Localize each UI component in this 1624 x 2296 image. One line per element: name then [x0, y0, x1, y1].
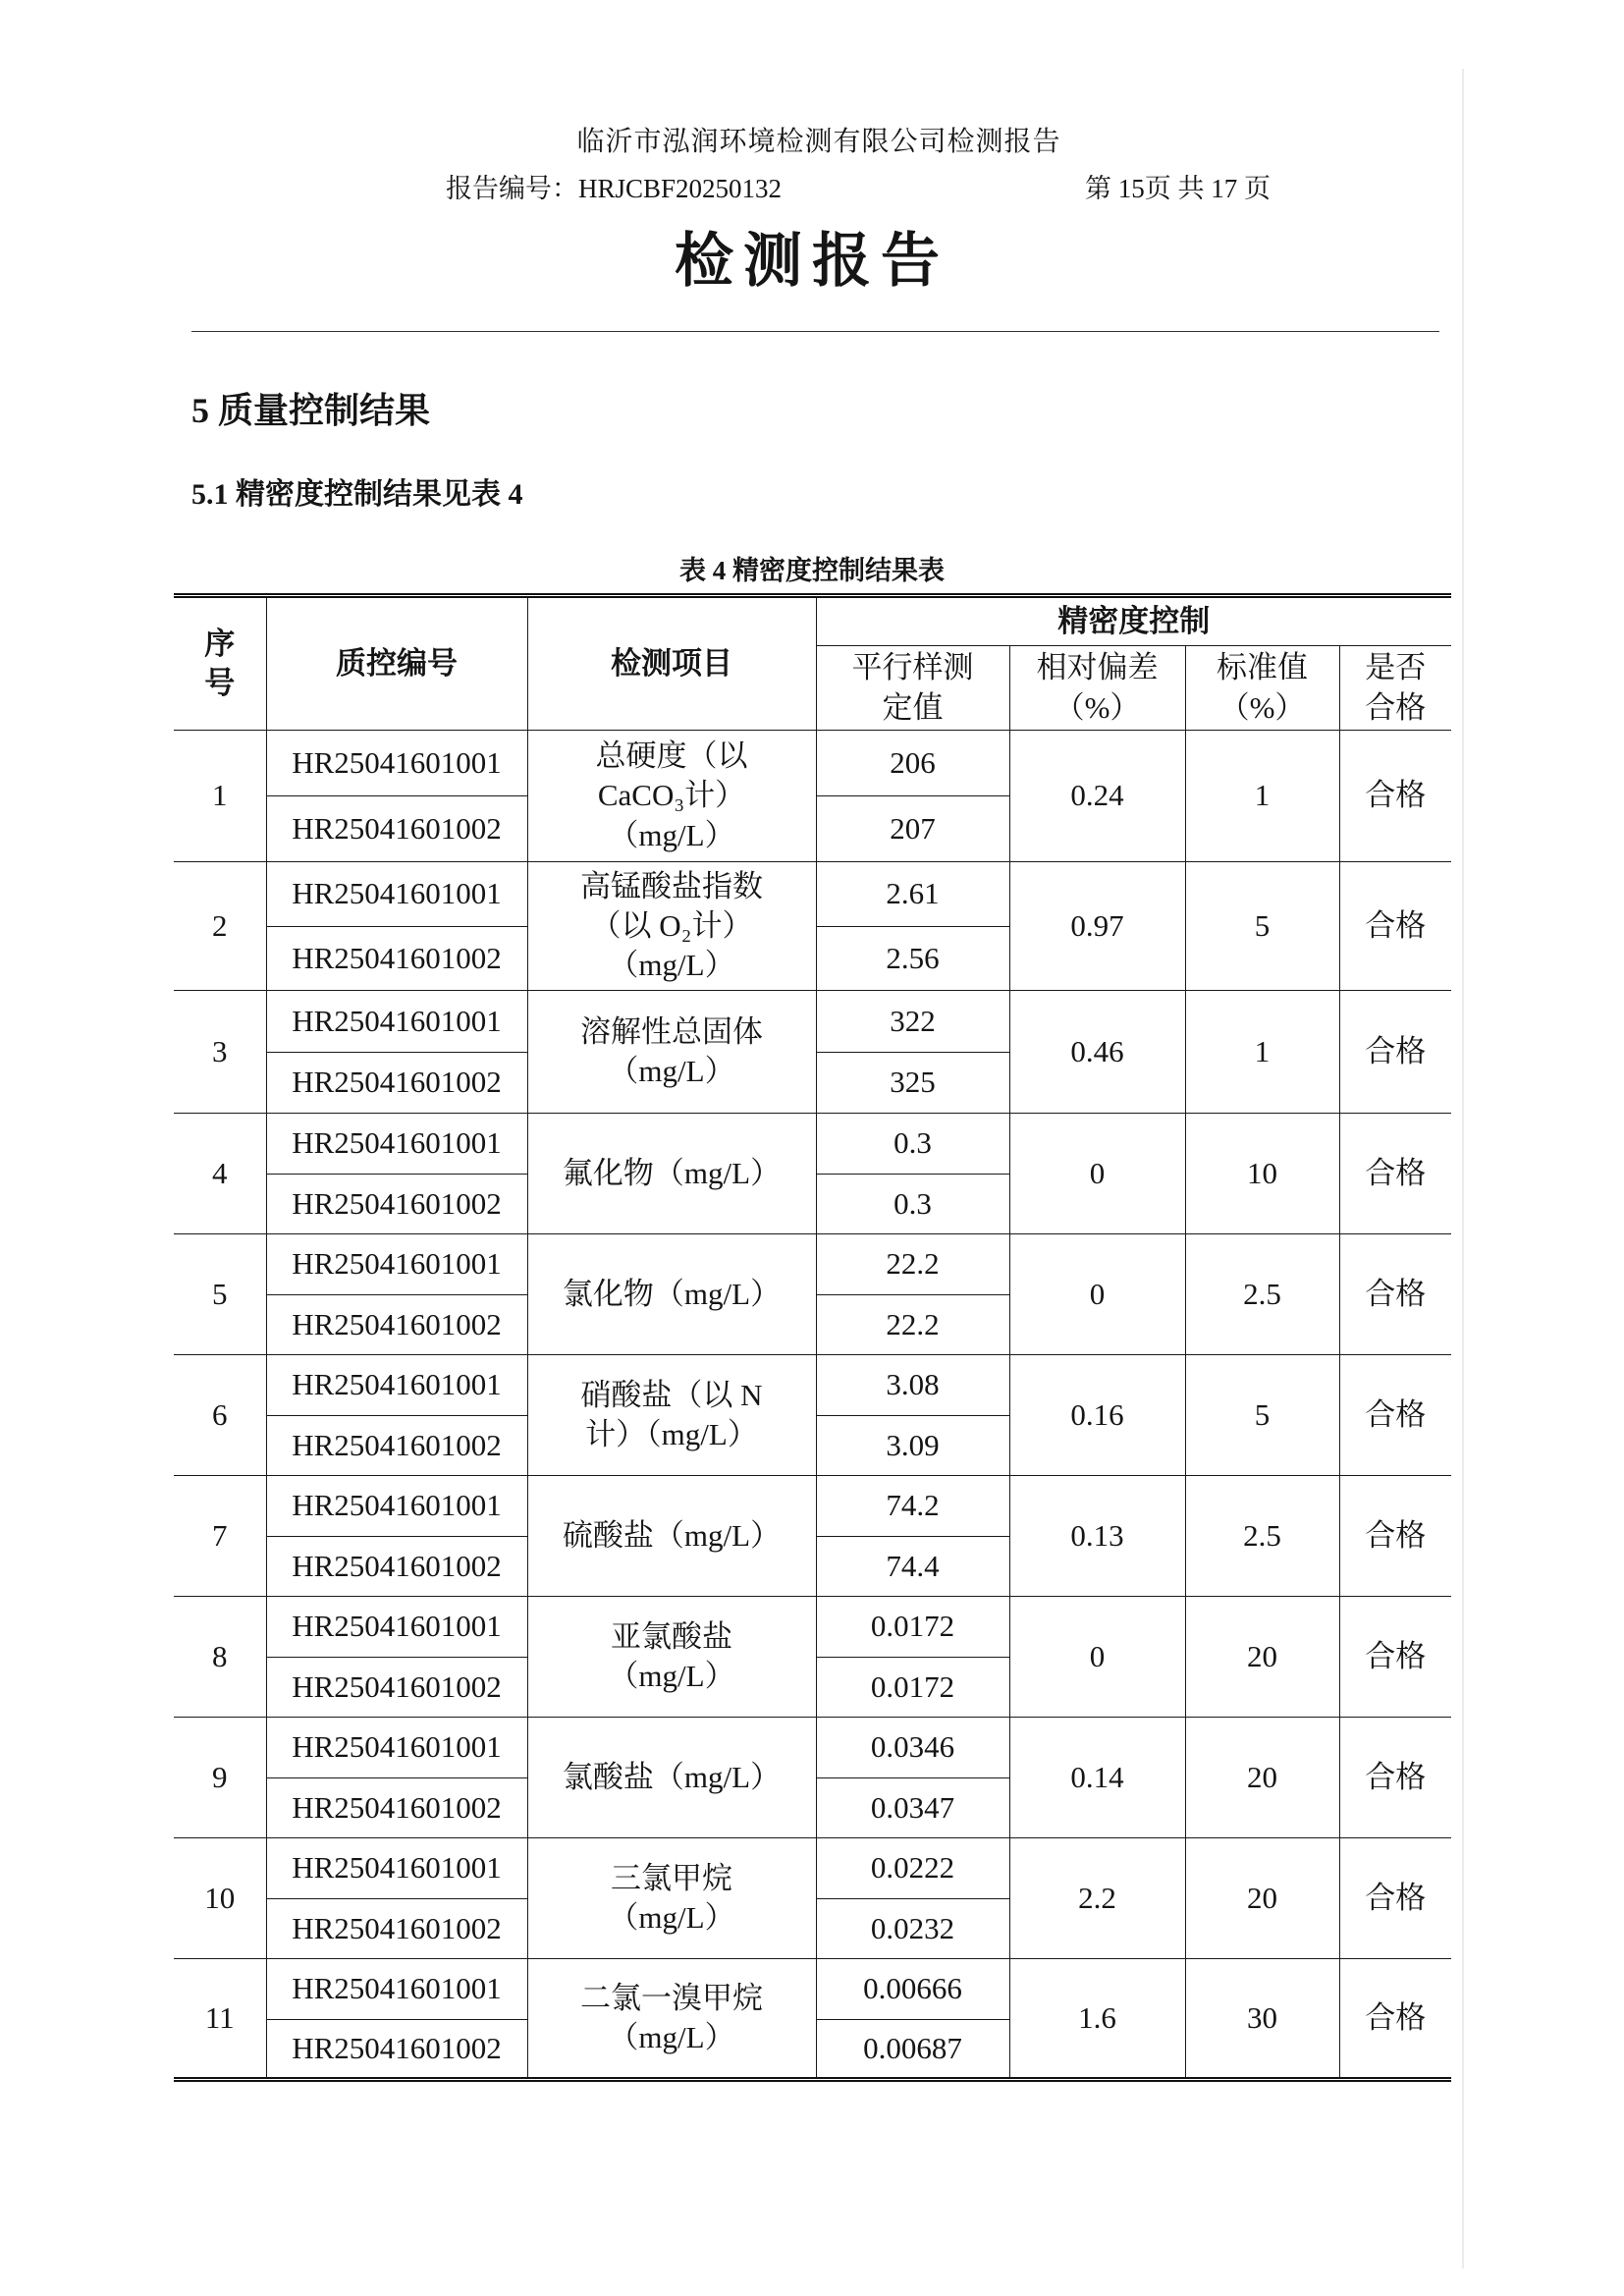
pass-result-text: 合格	[1365, 1033, 1427, 1068]
pass-result-cell	[1339, 1114, 1451, 1234]
qc-id-text: HR25041601002	[292, 810, 502, 846]
standard-value-text: 1	[1254, 1033, 1271, 1068]
parallel-value-cell	[816, 991, 1009, 1053]
standard-value-cell	[1185, 1355, 1339, 1476]
relative-deviation-cell	[1009, 1114, 1185, 1234]
parallel-value-text: 74.2	[886, 1488, 940, 1523]
relative-deviation-cell	[1009, 1476, 1185, 1597]
qc-id-cell	[266, 1053, 527, 1114]
seq-no-text: 4	[212, 1155, 228, 1190]
standard-value-text: 2.5	[1243, 1276, 1281, 1311]
pass-result-cell	[1339, 1838, 1451, 1959]
parallel-value-cell	[816, 1234, 1009, 1295]
test-item-cell	[527, 1355, 816, 1476]
parallel-value-text: 22.2	[886, 1246, 940, 1282]
relative-deviation-text: 0.16	[1070, 1396, 1124, 1432]
parallel-value-cell	[816, 1295, 1009, 1355]
table-row	[174, 1355, 1451, 1416]
table-row	[174, 731, 1451, 796]
qc-id-text: HR25041601001	[292, 1971, 502, 2006]
pass-result-cell	[1339, 1234, 1451, 1355]
header-pass-line: 是否	[1365, 650, 1427, 685]
parallel-value-text: 2.61	[886, 876, 940, 911]
relative-deviation-cell	[1009, 1355, 1185, 1476]
row-seq-no	[174, 1838, 266, 1959]
qc-id-cell	[266, 1295, 527, 1355]
header-precision-control: 精密度控制	[816, 596, 1451, 646]
pass-result-text: 合格	[1365, 778, 1427, 813]
pass-result-cell	[1339, 1597, 1451, 1718]
qc-id-cell	[266, 731, 527, 796]
qc-id-text: HR25041601001	[292, 1729, 502, 1765]
row-seq-no	[174, 1597, 266, 1718]
test-item-cell	[527, 1597, 816, 1718]
seq-no-text: 1	[212, 778, 228, 813]
pass-result-text: 合格	[1365, 1880, 1427, 1915]
relative-deviation-cell	[1009, 1597, 1185, 1718]
pass-result-cell	[1339, 1355, 1451, 1476]
parallel-value-text: 74.4	[886, 1548, 940, 1583]
table-header	[174, 596, 1451, 731]
standard-value-cell	[1185, 991, 1339, 1114]
relative-deviation-text: 0	[1089, 1155, 1106, 1190]
company-report-header: 临沂市泓润环境检测有限公司检测报告	[576, 127, 1061, 157]
qc-id-text: HR25041601001	[292, 1850, 502, 1886]
parallel-value-cell	[816, 1416, 1009, 1476]
qc-id-cell	[266, 796, 527, 862]
parallel-value-text: 3.08	[886, 1367, 940, 1402]
standard-value-cell	[1185, 1597, 1339, 1718]
parallel-value-cell	[816, 796, 1009, 862]
parallel-value-cell	[816, 1114, 1009, 1175]
relative-deviation-text: 0.13	[1070, 1517, 1124, 1553]
table-body	[174, 731, 1451, 2080]
row-seq-no	[174, 731, 266, 862]
pass-result-cell	[1339, 1959, 1451, 2080]
test-item-line: 高锰酸盐指数	[580, 868, 763, 903]
parallel-value-text: 0.0232	[870, 1910, 955, 1945]
relative-deviation-cell	[1009, 731, 1185, 862]
pass-result-text: 合格	[1365, 1155, 1427, 1190]
header-parallel-value	[816, 646, 1009, 731]
test-item-line: （mg/L）	[608, 817, 735, 852]
parallel-value-text: 22.2	[886, 1306, 940, 1341]
relative-deviation-text: 0	[1089, 1276, 1106, 1311]
parallel-value-text: 2.56	[886, 940, 940, 975]
relative-deviation-text: 0	[1089, 1638, 1106, 1673]
standard-value-text: 10	[1247, 1155, 1277, 1190]
header-seq-no-line: 序	[204, 626, 236, 661]
parallel-value-cell	[816, 1899, 1009, 1959]
parallel-value-text: 0.00687	[863, 2030, 962, 2065]
test-item-line: 氯化物（mg/L）	[562, 1276, 782, 1311]
qc-id-text: HR25041601002	[292, 1548, 502, 1583]
test-item-line: CaCO₃计）	[597, 778, 746, 813]
table-row	[174, 1597, 1451, 1658]
section-heading: 5 质量控制结果	[191, 391, 431, 430]
parallel-value-text: 206	[890, 744, 936, 780]
qc-id-cell	[266, 1778, 527, 1838]
relative-deviation-text: 1.6	[1078, 1999, 1116, 2035]
test-item-line: 计）（mg/L）	[585, 1417, 758, 1451]
row-seq-no	[174, 1114, 266, 1234]
qc-id-text: HR25041601002	[292, 1065, 502, 1100]
pass-result-cell	[1339, 1718, 1451, 1838]
test-item-cell	[527, 1959, 816, 2080]
standard-value-text: 5	[1254, 907, 1271, 943]
header-standard-value-line: （%）	[1218, 689, 1306, 725]
qc-id-cell	[266, 1355, 527, 1416]
parallel-value-cell	[816, 2020, 1009, 2080]
table-row	[174, 1959, 1451, 2020]
table-row	[174, 1718, 1451, 1778]
test-item-line: 三氯甲烷	[611, 1860, 732, 1895]
report-number: 报告编号：HRJCBF20250132	[446, 174, 783, 203]
qc-id-text: HR25041601001	[292, 1488, 502, 1523]
header-pass	[1339, 646, 1451, 731]
qc-id-text: HR25041601002	[292, 1668, 502, 1704]
qc-id-text: HR25041601001	[292, 876, 502, 911]
parallel-value-cell	[816, 1476, 1009, 1537]
relative-deviation-cell	[1009, 1959, 1185, 2080]
qc-id-text: HR25041601002	[292, 1185, 502, 1221]
header-seq-no-line: 号	[204, 666, 236, 700]
pass-result-text: 合格	[1365, 1638, 1427, 1673]
header-test-item: 检测项目	[527, 596, 816, 731]
parallel-value-cell	[816, 1597, 1009, 1658]
parallel-value-cell	[816, 1537, 1009, 1597]
qc-id-cell	[266, 1959, 527, 2020]
test-item-line: （mg/L）	[608, 1900, 735, 1935]
test-item-cell	[527, 1838, 816, 1959]
row-seq-no	[174, 1718, 266, 1838]
relative-deviation-text: 0.97	[1070, 907, 1124, 943]
relative-deviation-text: 2.2	[1078, 1880, 1116, 1915]
table-row	[174, 862, 1451, 927]
seq-no-text: 6	[212, 1396, 228, 1432]
relative-deviation-cell	[1009, 862, 1185, 991]
qc-id-text: HR25041601002	[292, 1306, 502, 1341]
pass-result-cell	[1339, 862, 1451, 991]
test-item-cell	[527, 1234, 816, 1355]
test-item-line: （mg/L）	[608, 948, 735, 983]
header-standard-value-line: 标准值	[1217, 650, 1308, 685]
row-seq-no	[174, 862, 266, 991]
test-item-line: （以 O₂计）	[590, 907, 753, 943]
pass-result-text: 合格	[1365, 1759, 1427, 1794]
qc-id-cell	[266, 1838, 527, 1899]
seq-no-text: 10	[204, 1880, 236, 1915]
parallel-value-cell	[816, 1355, 1009, 1416]
header-row	[174, 596, 1451, 646]
table-caption: 表 4 精密度控制结果表	[679, 556, 945, 585]
pass-result-cell	[1339, 731, 1451, 862]
parallel-value-text: 0.0347	[870, 1789, 955, 1825]
test-item-cell	[527, 1718, 816, 1838]
test-item-line: 氟化物（mg/L）	[562, 1155, 782, 1190]
table-row	[174, 991, 1451, 1053]
qc-id-cell	[266, 927, 527, 991]
standard-value-cell	[1185, 862, 1339, 991]
seq-no-text: 3	[212, 1033, 228, 1068]
table-row	[174, 1476, 1451, 1537]
qc-id-text: HR25041601001	[292, 744, 502, 780]
standard-value-text: 20	[1247, 1638, 1277, 1673]
test-item-line: （mg/L）	[608, 1054, 735, 1088]
standard-value-cell	[1185, 1838, 1339, 1959]
qc-id-cell	[266, 1537, 527, 1597]
test-item-line: 亚氯酸盐	[611, 1618, 732, 1654]
page-indicator: 第 15页 共 17 页	[1085, 174, 1271, 203]
row-seq-no	[174, 1355, 266, 1476]
qc-id-text: HR25041601002	[292, 1789, 502, 1825]
parallel-value-cell	[816, 1959, 1009, 2020]
qc-id-cell	[266, 1416, 527, 1476]
relative-deviation-text: 0.14	[1070, 1759, 1124, 1794]
seq-no-text: 2	[212, 907, 228, 943]
parallel-value-text: 0.0346	[870, 1729, 955, 1765]
relative-deviation-text: 0.46	[1070, 1033, 1124, 1068]
parallel-value-cell	[816, 1718, 1009, 1778]
standard-value-text: 1	[1254, 778, 1271, 813]
parallel-value-cell	[816, 1053, 1009, 1114]
qc-id-cell	[266, 1476, 527, 1537]
standard-value-cell	[1185, 1476, 1339, 1597]
qc-id-cell	[266, 2020, 527, 2080]
seq-no-text: 5	[212, 1276, 228, 1311]
qc-id-cell	[266, 1114, 527, 1175]
test-item-line: 硫酸盐（mg/L）	[562, 1517, 782, 1553]
parallel-value-text: 0.00666	[863, 1971, 962, 2006]
qc-id-text: HR25041601002	[292, 1910, 502, 1945]
test-item-cell	[527, 1476, 816, 1597]
test-item-line: （mg/L）	[608, 2020, 735, 2054]
standard-value-text: 5	[1254, 1396, 1271, 1432]
parallel-value-cell	[816, 1778, 1009, 1838]
qc-id-text: HR25041601001	[292, 1003, 502, 1038]
test-item-line: （mg/L）	[608, 1659, 735, 1693]
qc-id-text: HR25041601001	[292, 1367, 502, 1402]
scan-edge-line	[1462, 69, 1464, 2269]
pass-result-text: 合格	[1365, 907, 1427, 943]
pass-result-cell	[1339, 991, 1451, 1114]
qc-id-cell	[266, 1175, 527, 1234]
parallel-value-text: 3.09	[886, 1427, 940, 1462]
qc-id-text: HR25041601001	[292, 1609, 502, 1644]
parallel-value-text: 322	[890, 1003, 936, 1038]
pass-result-text: 合格	[1365, 1517, 1427, 1553]
qc-id-cell	[266, 1658, 527, 1718]
standard-value-cell	[1185, 1234, 1339, 1355]
test-item-line: 二氯一溴甲烷	[580, 1980, 763, 2015]
relative-deviation-cell	[1009, 1718, 1185, 1838]
qc-id-text: HR25041601001	[292, 1125, 502, 1161]
header-standard-value	[1185, 646, 1339, 731]
subsection-heading: 5.1 精密度控制结果见表 4	[191, 478, 523, 511]
qc-id-text: HR25041601002	[292, 940, 502, 975]
standard-value-text: 30	[1247, 1999, 1277, 2035]
header-qc-id: 质控编号	[266, 596, 527, 731]
qc-id-text: HR25041601001	[292, 1246, 502, 1282]
test-item-line: 硝酸盐（以 N	[580, 1377, 763, 1412]
relative-deviation-cell	[1009, 991, 1185, 1114]
test-item-cell	[527, 862, 816, 991]
row-seq-no	[174, 1959, 266, 2080]
pass-result-text: 合格	[1365, 1999, 1427, 2035]
standard-value-text: 2.5	[1243, 1517, 1281, 1553]
parallel-value-cell	[816, 1175, 1009, 1234]
seq-no-text: 11	[204, 1999, 235, 2035]
test-item-line: 溶解性总固体	[580, 1013, 763, 1049]
parallel-value-cell	[816, 1658, 1009, 1718]
page-title: 检测报告	[675, 227, 949, 296]
header-parallel-value-line: 平行样测	[851, 650, 974, 685]
table-row	[174, 1838, 1451, 1899]
standard-value-cell	[1185, 1959, 1339, 2080]
row-seq-no	[174, 1476, 266, 1597]
header-divider	[191, 331, 1439, 332]
parallel-value-cell	[816, 1838, 1009, 1899]
parallel-value-cell	[816, 731, 1009, 796]
row-seq-no	[174, 991, 266, 1114]
table-row	[174, 1234, 1451, 1295]
parallel-value-cell	[816, 927, 1009, 991]
qc-id-cell	[266, 991, 527, 1053]
parallel-value-text: 0.3	[893, 1125, 932, 1161]
standard-value-cell	[1185, 1718, 1339, 1838]
qc-id-text: HR25041601002	[292, 1427, 502, 1462]
parallel-value-text: 0.0222	[870, 1850, 955, 1886]
seq-no-text: 9	[212, 1759, 228, 1794]
test-item-cell	[527, 1114, 816, 1234]
parallel-value-text: 0.3	[893, 1185, 932, 1221]
row-seq-no	[174, 1234, 266, 1355]
seq-no-text: 8	[212, 1638, 228, 1673]
relative-deviation-cell	[1009, 1234, 1185, 1355]
qc-id-cell	[266, 1899, 527, 1959]
parallel-value-text: 325	[890, 1065, 936, 1100]
qc-id-cell	[266, 1597, 527, 1658]
standard-value-cell	[1185, 1114, 1339, 1234]
relative-deviation-text: 0.24	[1070, 778, 1124, 813]
header-seq-no	[174, 596, 266, 731]
qc-id-cell	[266, 1718, 527, 1778]
test-item-line: 氯酸盐（mg/L）	[562, 1759, 782, 1794]
pass-result-text: 合格	[1365, 1396, 1427, 1432]
table-row	[174, 1114, 1451, 1175]
qc-id-cell	[266, 862, 527, 927]
qc-id-text: HR25041601002	[292, 2030, 502, 2065]
test-item-cell	[527, 731, 816, 862]
test-item-line: 总硬度（以	[595, 738, 748, 774]
parallel-value-text: 0.0172	[870, 1668, 955, 1704]
parallel-value-text: 0.0172	[870, 1609, 955, 1644]
parallel-value-cell	[816, 862, 1009, 927]
standard-value-text: 20	[1247, 1759, 1277, 1794]
standard-value-text: 20	[1247, 1880, 1277, 1915]
standard-value-cell	[1185, 731, 1339, 862]
header-relative-deviation-line: （%）	[1054, 689, 1141, 725]
header-relative-deviation-line: 相对偏差	[1036, 650, 1159, 685]
header-pass-line: 合格	[1365, 689, 1427, 725]
pass-result-text: 合格	[1365, 1276, 1427, 1311]
test-item-cell	[527, 991, 816, 1114]
precision-control-table	[174, 593, 1451, 2082]
relative-deviation-cell	[1009, 1838, 1185, 1959]
parallel-value-text: 207	[890, 810, 936, 846]
qc-id-cell	[266, 1234, 527, 1295]
pass-result-cell	[1339, 1476, 1451, 1597]
header-parallel-value-line: 定值	[882, 689, 944, 725]
header-relative-deviation	[1009, 646, 1185, 731]
seq-no-text: 7	[212, 1517, 228, 1553]
